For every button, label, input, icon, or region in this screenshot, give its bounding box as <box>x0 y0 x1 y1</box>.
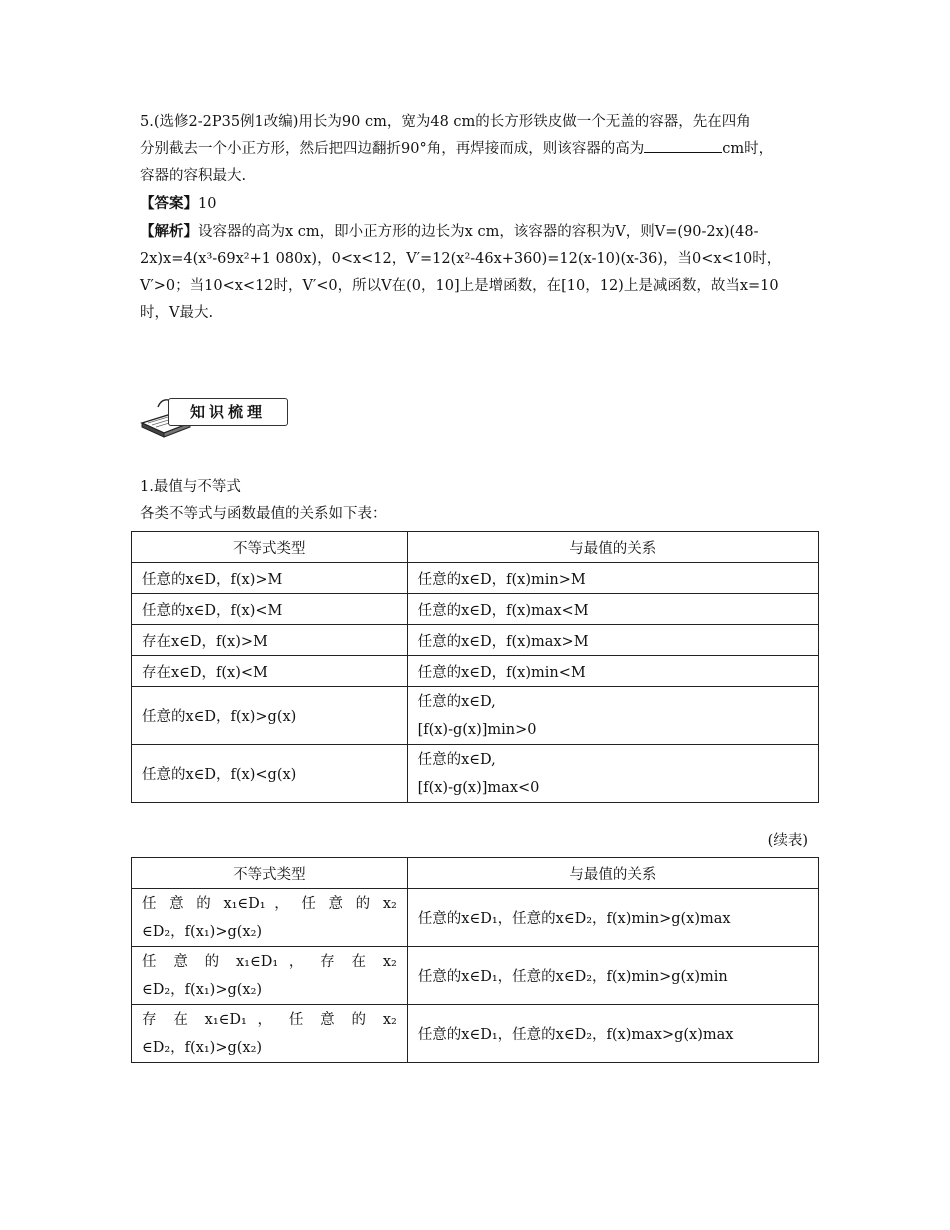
cell-type: 存在x∈D，f(x)<M <box>132 656 408 687</box>
table-2 <box>131 857 819 1063</box>
analysis-line-3: V′>0；当10<x<12时，V′<0，所以V在(0，10]上是增函数，在[10，12)上是减函数，故当x=10 <box>140 278 779 294</box>
table-row <box>132 947 819 1005</box>
problem-5 <box>140 109 820 327</box>
cell-relation <box>407 745 818 803</box>
relation-line-2: [f(x)-g(x)]max<0 <box>417 779 540 796</box>
type-line-1: 任 意 的 x₁∈D₁ ， 存 在 x₂ <box>142 953 397 970</box>
type-line-1: 存 在 x₁∈D₁ ， 任 意 的 x₂ <box>142 1011 397 1028</box>
problem-line-2 <box>140 136 820 163</box>
section-block <box>140 474 820 528</box>
answer-value: 10 <box>198 196 217 212</box>
table-row <box>132 625 819 656</box>
cell-type: 任意的x∈D，f(x)>g(x) <box>132 687 408 745</box>
cell-type <box>132 1005 408 1063</box>
table-row <box>132 1005 819 1063</box>
cell-relation: 任意的x∈D，f(x)min>M <box>407 563 818 594</box>
analysis-label: 【解析】 <box>140 223 198 240</box>
analysis-line-1 <box>140 218 820 246</box>
relation-line-2: [f(x)-g(x)]min>0 <box>417 721 537 738</box>
relation-line-1: 任意的x∈D, <box>417 693 496 710</box>
answer-blank <box>644 138 722 153</box>
cell-type <box>132 889 408 947</box>
continued-label: (续表) <box>767 833 808 849</box>
section-title: 1.最值与不等式 <box>140 479 241 495</box>
answer-label: 【答案】 <box>140 195 198 212</box>
relation-line-1: 任意的x∈D, <box>417 751 496 768</box>
table-row <box>132 656 819 687</box>
section-intro: 各类不等式与函数最值的关系如下表： <box>140 506 387 522</box>
table-1 <box>131 531 819 803</box>
table-row <box>132 889 819 947</box>
cell-relation <box>407 687 818 745</box>
cell-type: 任意的x∈D，f(x)>M <box>132 563 408 594</box>
cell-type: 存在x∈D，f(x)>M <box>132 625 408 656</box>
table-row <box>132 687 819 745</box>
table-1-header <box>132 532 819 563</box>
table-row <box>132 745 819 803</box>
cell-relation: 任意的x∈D，f(x)max<M <box>407 594 818 625</box>
header-relation: 与最值的关系 <box>407 858 818 889</box>
problem-line-2-text: 分别截去一个小正方形，然后把四边翻折90°角，再焊接而成，则该容器的高为 <box>140 141 645 157</box>
header-relation: 与最值的关系 <box>407 532 818 563</box>
table-row <box>132 594 819 625</box>
analysis-text-1: 设容器的高为x cm，即小正方形的边长为x cm，该容器的容积为V，则V=(90-2x)(48- <box>198 224 759 240</box>
problem-line-1: 5.(选修2-2P35例1改编)用长为90 cm，宽为48 cm的长方形铁皮做一个无盖的容器，先在四角 <box>140 114 751 130</box>
problem-line-3: 容器的容积最大. <box>140 168 247 184</box>
table-2-header <box>132 858 819 889</box>
cell-type <box>132 947 408 1005</box>
type-line-1: 任 意 的 x₁∈D₁ ， 任 意 的 x₂ <box>142 895 397 912</box>
cell-relation: 任意的x∈D₁，任意的x∈D₂，f(x)min>g(x)max <box>407 889 818 947</box>
type-line-2: ∈D₂，f(x₁)>g(x₂) <box>142 923 263 940</box>
cell-type: 任意的x∈D，f(x)<M <box>132 594 408 625</box>
type-line-2: ∈D₂，f(x₁)>g(x₂) <box>142 1039 263 1056</box>
header-type: 不等式类型 <box>132 858 408 889</box>
header-type: 不等式类型 <box>132 532 408 563</box>
knowledge-badge <box>138 393 288 441</box>
cell-relation: 任意的x∈D₁，任意的x∈D₂，f(x)max>g(x)max <box>407 1005 818 1063</box>
cell-relation: 任意的x∈D₁，任意的x∈D₂，f(x)min>g(x)min <box>407 947 818 1005</box>
problem-line-2-tail: cm时， <box>722 141 774 157</box>
cell-relation: 任意的x∈D，f(x)min<M <box>407 656 818 687</box>
cell-relation: 任意的x∈D，f(x)max>M <box>407 625 818 656</box>
analysis-line-2: 2x)x=4(x³-69x²+1 080x)，0<x<12，V′=12(x²-46x+360)=12(x-10)(x-36)，当0<x<10时， <box>140 251 782 267</box>
badge-label: 知识梳理 <box>168 398 288 426</box>
analysis-line-4: 时，V最大. <box>140 305 214 321</box>
answer-line <box>140 190 820 218</box>
cell-type: 任意的x∈D，f(x)<g(x) <box>132 745 408 803</box>
type-line-2: ∈D₂，f(x₁)>g(x₂) <box>142 981 263 998</box>
table-row <box>132 563 819 594</box>
